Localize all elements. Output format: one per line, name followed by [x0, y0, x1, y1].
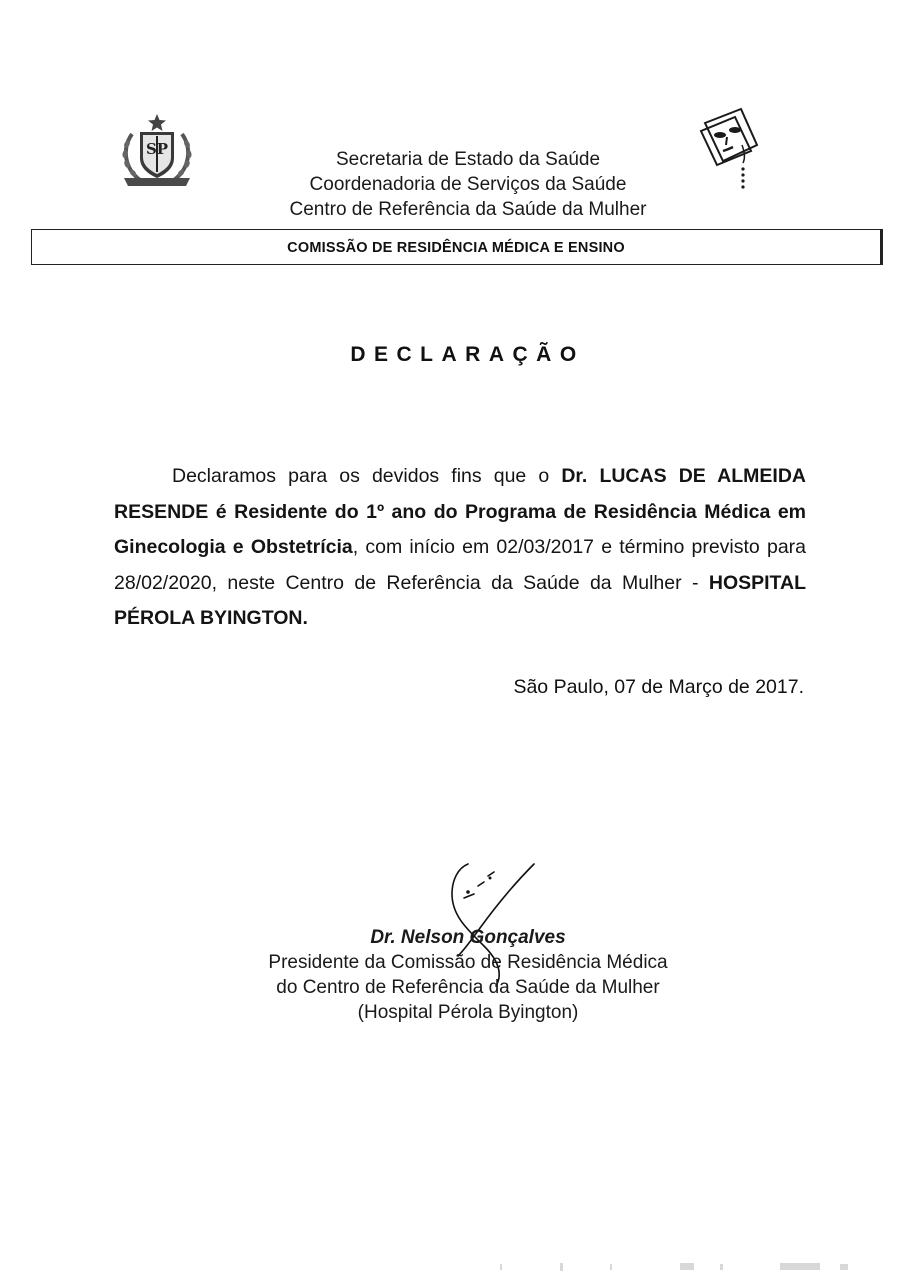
- hospital-name: HOSPITAL PÉROLA BYINGTON.: [114, 571, 807, 629]
- signer-role-line-2: do Centro de Referência da Saúde da Mulher: [276, 977, 660, 998]
- sao-paulo-coat-of-arms-icon: [118, 112, 196, 190]
- resident-name: Dr. LUCAS DE ALMEIDA RESENDE: [114, 465, 807, 523]
- svg-text:SP: SP: [145, 140, 169, 158]
- document-title: DECLARAÇÃO: [350, 343, 585, 366]
- declaration-paragraph: [114, 459, 806, 637]
- declaration-intro: Declaramos para os devidos fins que o: [172, 465, 550, 487]
- residency-program: é Residente do 1º ano do Programa de Residência Médica em Ginecologia e Obstetrícia: [114, 500, 807, 558]
- womens-health-face-logo-icon: [695, 105, 763, 195]
- signer-block: [230, 925, 706, 1025]
- scan-artifact: [480, 1262, 900, 1272]
- residency-dates: , com início em 02/03/2017 e término previsto para 28/02/2020, neste Centro de Referência da Saúde da Mulher -: [114, 536, 807, 594]
- header-line-coordenadoria: Coordenadoria de Serviços da Saúde: [309, 174, 627, 195]
- signer-role-line-1: Presidente da Comissão de Residência Médica: [268, 952, 668, 973]
- commission-label: COMISSÃO DE RESIDÊNCIA MÉDICA E ENSINO: [287, 240, 625, 256]
- institution-header: [250, 147, 686, 222]
- header-line-centro: Centro de Referência da Saúde da Mulher: [289, 199, 647, 220]
- signer-name: Dr. Nelson Gonçalves: [370, 927, 566, 948]
- header-line-secretaria: Secretaria de Estado da Saúde: [335, 149, 601, 170]
- commission-banner: [31, 229, 883, 265]
- place-and-date: São Paulo, 07 de Março de 2017.: [513, 676, 804, 698]
- signer-role-line-3: (Hospital Pérola Byington): [357, 1002, 579, 1023]
